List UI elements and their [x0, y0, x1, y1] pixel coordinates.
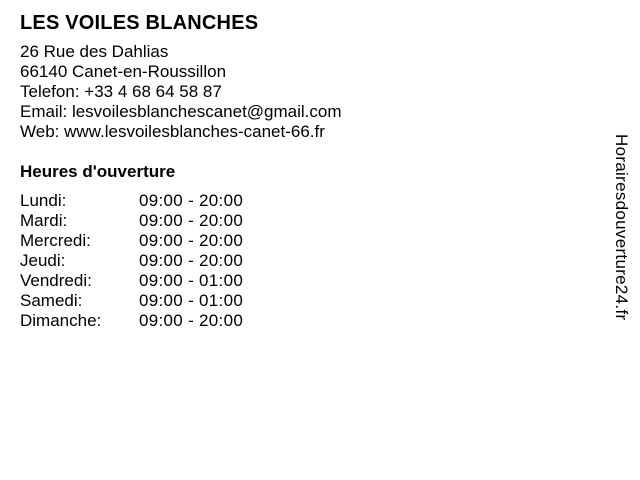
- hours-row-wednesday: [20, 231, 580, 251]
- address-city: 66140 Canet-en-Roussillon: [20, 62, 227, 81]
- phone-number: Telefon: +33 4 68 64 58 87: [20, 82, 222, 101]
- day-label: Mercredi:: [20, 231, 91, 250]
- day-label: Jeudi:: [20, 251, 66, 270]
- day-label: Dimanche:: [20, 311, 102, 330]
- time-range: 09:00 - 01:00: [139, 291, 244, 310]
- address-street: 26 Rue des Dahlias: [20, 42, 169, 61]
- day-label: Samedi:: [20, 291, 83, 310]
- site-watermark: Horairesdouverture24.fr: [612, 134, 631, 321]
- hours-row-sunday: [20, 311, 580, 331]
- time-range: 09:00 - 20:00: [139, 231, 244, 250]
- day-label: Lundi:: [20, 191, 67, 210]
- opening-hours-list: [20, 191, 580, 331]
- hours-row-saturday: [20, 291, 580, 311]
- opening-hours-heading: Heures d'ouverture: [20, 162, 176, 181]
- day-label: Vendredi:: [20, 271, 92, 290]
- business-name: LES VOILES BLANCHES: [20, 12, 259, 34]
- time-range: 09:00 - 01:00: [139, 271, 244, 290]
- hours-row-tuesday: [20, 211, 580, 231]
- hours-row-thursday: [20, 251, 580, 271]
- time-range: 09:00 - 20:00: [139, 311, 244, 330]
- hours-row-friday: [20, 271, 580, 291]
- time-range: 09:00 - 20:00: [139, 251, 244, 270]
- day-label: Mardi:: [20, 211, 68, 230]
- website-address: Web: www.lesvoilesblanches-canet-66.fr: [20, 122, 325, 141]
- email-address: Email: lesvoilesblanchescanet@gmail.com: [20, 102, 342, 121]
- business-card: [20, 10, 580, 331]
- time-range: 09:00 - 20:00: [139, 191, 244, 210]
- time-range: 09:00 - 20:00: [139, 211, 244, 230]
- hours-row-monday: [20, 191, 580, 211]
